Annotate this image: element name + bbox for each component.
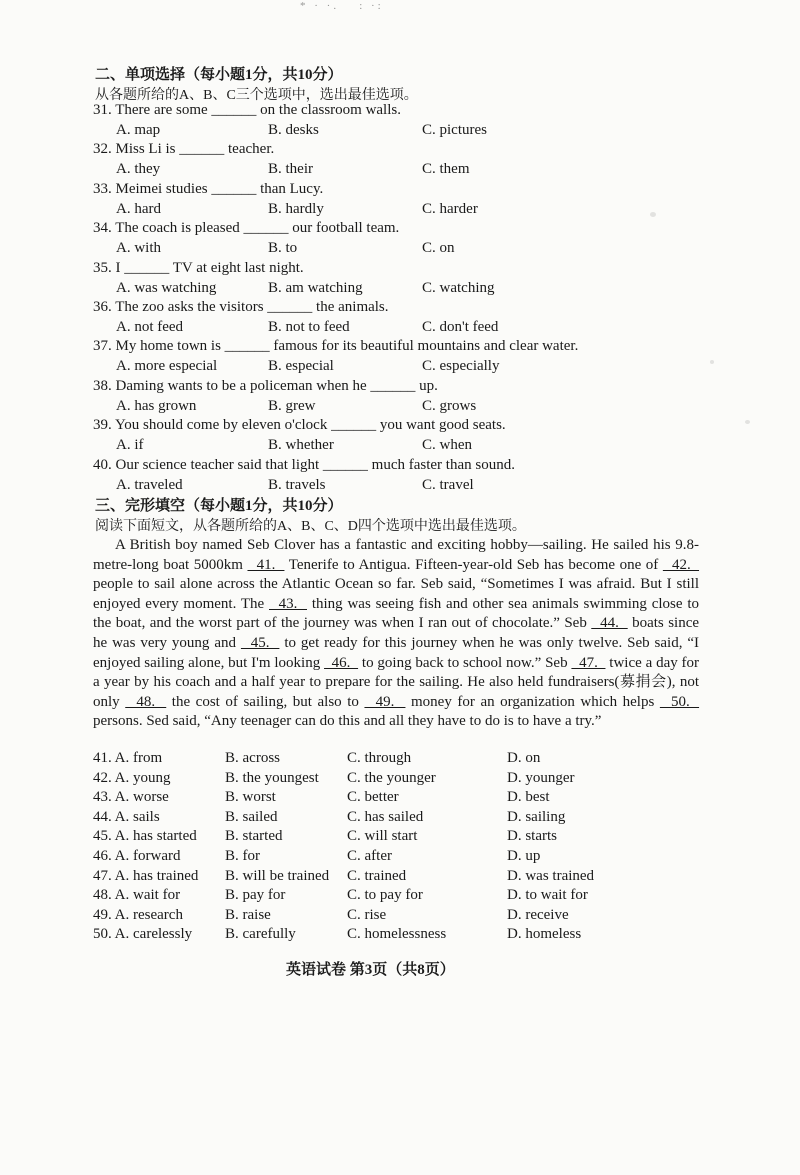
cloze-option-c[interactable]: C. through	[347, 750, 412, 766]
option-c[interactable]: C. travel	[422, 476, 474, 493]
cloze-blank[interactable]: 42.	[662, 556, 700, 573]
cloze-option-a[interactable]: 42. A. young	[93, 769, 171, 786]
cloze-option-a[interactable]: 46. A. forward	[93, 848, 181, 864]
cloze-option-d[interactable]: D. starts	[507, 828, 557, 845]
cloze-option-a[interactable]: 43. A. worse	[93, 789, 169, 806]
question-stem: 40. Our science teacher said that light ______ much faster than sound.	[93, 456, 515, 473]
question-stem: 33. Meimei studies ______ than Lucy.	[93, 180, 324, 197]
option-a[interactable]: A. map	[116, 122, 161, 138]
section3-instruction: 阅读下面短文，从各题所给的A、B、C、D四个选项中选出最佳选项。	[95, 519, 526, 534]
cloze-blank[interactable]: 46.	[324, 654, 359, 671]
question-options	[116, 122, 716, 142]
cloze-option-c[interactable]: C. to pay for	[347, 887, 423, 904]
option-b[interactable]: B. not to feed	[268, 319, 350, 335]
option-a[interactable]: A. more especial	[116, 358, 218, 375]
cloze-blank[interactable]: 43.	[269, 595, 307, 612]
option-c[interactable]: C. watching	[422, 279, 495, 296]
question-options	[116, 280, 716, 300]
cloze-option-row	[93, 770, 713, 790]
passage-text: to going back to school now.” Seb	[361, 654, 568, 671]
section3-title: 三、完形填空（每小题1分，共10分）	[95, 498, 343, 514]
option-c[interactable]: C. them	[422, 161, 470, 178]
cloze-option-d[interactable]: D. to wait for	[507, 887, 588, 904]
cloze-option-a[interactable]: 48. A. wait for	[93, 887, 181, 904]
cloze-passage	[93, 536, 699, 732]
option-b[interactable]: B. travels	[268, 476, 326, 493]
cloze-blank[interactable]: 45.	[240, 634, 280, 651]
passage-text: persons. Sed said, “Any teenager can do this and all they have to do is to have a try.”	[93, 713, 602, 730]
cloze-blank[interactable]: 50.	[659, 693, 700, 710]
cloze-option-d[interactable]: D. homeless	[507, 926, 582, 943]
section2-title: 二、单项选择（每小题1分，共10分）	[95, 67, 343, 83]
cloze-option-a[interactable]: 50. A. carelessly	[93, 926, 193, 943]
question-stem: 38. Daming wants to be a policeman when he ______ up.	[93, 377, 438, 394]
option-a[interactable]: A. has grown	[116, 397, 197, 414]
option-a[interactable]: A. traveled	[116, 476, 183, 493]
cloze-option-c[interactable]: C. rise	[347, 906, 387, 923]
option-b[interactable]: B. hardly	[268, 200, 324, 217]
option-a[interactable]: A. with	[116, 240, 161, 257]
cloze-option-row	[93, 809, 713, 829]
cloze-option-row	[93, 828, 713, 848]
passage-text: boats since he was very young and	[93, 615, 700, 651]
option-a[interactable]: A. hard	[116, 200, 161, 217]
passage-text: twice a day for a year by his coach and a half year to prepare for the sailing. He also held fundraisers(募捐会), not only	[93, 654, 700, 710]
cloze-option-b[interactable]: B. sailed	[225, 808, 278, 825]
question-stem: 39. You should come by eleven o'clock ______ you want good seats.	[93, 417, 506, 434]
question-stem: 35. I ______ TV at eight last night.	[93, 259, 304, 276]
cloze-option-b[interactable]: B. worst	[225, 789, 276, 806]
option-b[interactable]: B. desks	[268, 122, 319, 138]
passage-text: thing was seeing fish and other sea animals swimming close to the boat, and the worst part of the journey was when I ran out of chocolate.” Seb	[93, 595, 700, 632]
cloze-option-b[interactable]: B. carefully	[225, 926, 296, 943]
scan-speck	[745, 420, 750, 424]
question-options	[116, 358, 716, 378]
option-b[interactable]: B. am watching	[268, 279, 363, 296]
cloze-option-d[interactable]: D. receive	[507, 906, 569, 923]
cloze-blank[interactable]: 48.	[125, 693, 167, 710]
cloze-option-c[interactable]: C. after	[347, 848, 392, 864]
passage-text: money for an organization which helps	[411, 693, 655, 710]
cloze-blank[interactable]: 49.	[364, 693, 406, 710]
cloze-option-a[interactable]: 44. A. sails	[93, 808, 160, 825]
question-stem: 36. The zoo asks the visitors ______ the animals.	[93, 299, 389, 315]
question-options	[116, 161, 716, 181]
option-b[interactable]: B. whether	[268, 437, 334, 454]
option-b[interactable]: B. especial	[268, 358, 334, 375]
option-c[interactable]: C. on	[422, 240, 455, 257]
option-c[interactable]: C. pictures	[422, 122, 487, 138]
cloze-option-row	[93, 926, 713, 946]
question-options	[116, 201, 716, 221]
option-c[interactable]: C. don't feed	[422, 319, 499, 335]
cloze-option-row	[93, 887, 713, 907]
cloze-blank[interactable]: 47.	[571, 654, 606, 671]
scan-marks: * · ·.ﾞ・: ·:	[300, 0, 384, 12]
question-options	[116, 398, 716, 418]
cloze-option-c[interactable]: C. has sailed	[347, 808, 424, 825]
question-options	[116, 437, 716, 457]
passage-text: the cost of sailing, but also to	[171, 693, 359, 710]
question-stem: 31. There are some ______ on the classroom walls.	[93, 102, 401, 118]
option-a[interactable]: A. not feed	[116, 319, 184, 335]
cloze-option-b[interactable]: B. started	[225, 828, 283, 845]
cloze-option-b[interactable]: B. will be trained	[225, 867, 330, 884]
cloze-option-row	[93, 750, 713, 770]
cloze-option-d[interactable]: D. up	[507, 848, 541, 864]
section2-instruction: 从各题所给的A、B、C三个选项中，选出最佳选项。	[95, 88, 418, 103]
option-a[interactable]: A. if	[116, 437, 144, 454]
cloze-option-a[interactable]: 49. A. research	[93, 906, 183, 923]
cloze-option-d[interactable]: D. younger	[507, 769, 575, 786]
option-c[interactable]: C. especially	[422, 358, 500, 375]
cloze-option-b[interactable]: B. for	[225, 848, 260, 864]
option-b[interactable]: B. to	[268, 240, 298, 257]
cloze-blank[interactable]: 44.	[591, 615, 628, 632]
cloze-option-c[interactable]: C. homelessness	[347, 926, 447, 943]
cloze-option-c[interactable]: C. better	[347, 789, 399, 806]
cloze-option-c[interactable]: C. will start	[347, 828, 418, 845]
cloze-option-d[interactable]: D. on	[507, 750, 541, 766]
option-a[interactable]: A. they	[116, 161, 161, 178]
question-stem: 37. My home town is ______ famous for its beautiful mountains and clear water.	[93, 338, 579, 355]
option-b[interactable]: B. their	[268, 161, 313, 178]
question-options	[116, 319, 716, 339]
cloze-option-b[interactable]: B. across	[225, 750, 280, 766]
cloze-option-b[interactable]: B. pay for	[225, 887, 286, 904]
cloze-blank[interactable]: 41.	[247, 556, 285, 573]
cloze-option-a[interactable]: 41. A. from	[93, 750, 163, 766]
question-stem: 34. The coach is pleased ______ our football team.	[93, 220, 400, 237]
cloze-option-a[interactable]: 45. A. has started	[93, 828, 197, 845]
cloze-option-row	[93, 868, 713, 888]
option-c[interactable]: C. grows	[422, 397, 477, 414]
cloze-option-row	[93, 907, 713, 927]
cloze-option-b[interactable]: B. the youngest	[225, 769, 319, 786]
cloze-option-a[interactable]: 47. A. has trained	[93, 867, 199, 884]
cloze-option-d[interactable]: D. was trained	[507, 867, 595, 884]
cloze-option-row	[93, 789, 713, 809]
passage-text: to get ready for this journey when he was only twelve. Seb said, “I enjoyed sailing alone, but I'm looking	[93, 634, 700, 671]
cloze-option-d[interactable]: D. sailing	[507, 808, 566, 825]
option-c[interactable]: C. when	[422, 437, 472, 454]
cloze-option-c[interactable]: C. the younger	[347, 769, 436, 786]
passage-text: A British boy named Seb Clover has a fantastic and exciting hobby—sailing. He sailed his 9.8-metre-long boat 5000km	[93, 537, 699, 573]
cloze-option-d[interactable]: D. best	[507, 789, 550, 806]
cloze-option-c[interactable]: C. trained	[347, 867, 407, 884]
cloze-option-b[interactable]: B. raise	[225, 906, 271, 923]
cloze-option-row	[93, 848, 713, 868]
option-c[interactable]: C. harder	[422, 200, 478, 217]
passage-text: Tenerife to Antigua. Fifteen-year-old Seb has become one of	[288, 556, 659, 573]
option-a[interactable]: A. was watching	[116, 279, 217, 296]
passage-text: people to sail alone across the Atlantic Ocean so far. Seb said, “Sometimes I was afraid. But I still enjoyed every moment. The	[93, 576, 699, 612]
question-options	[116, 240, 716, 260]
option-b[interactable]: B. grew	[268, 397, 316, 414]
page-footer: 英语试卷 第3页（共8页）	[286, 962, 455, 978]
question-stem: 32. Miss Li is ______ teacher.	[93, 141, 275, 158]
